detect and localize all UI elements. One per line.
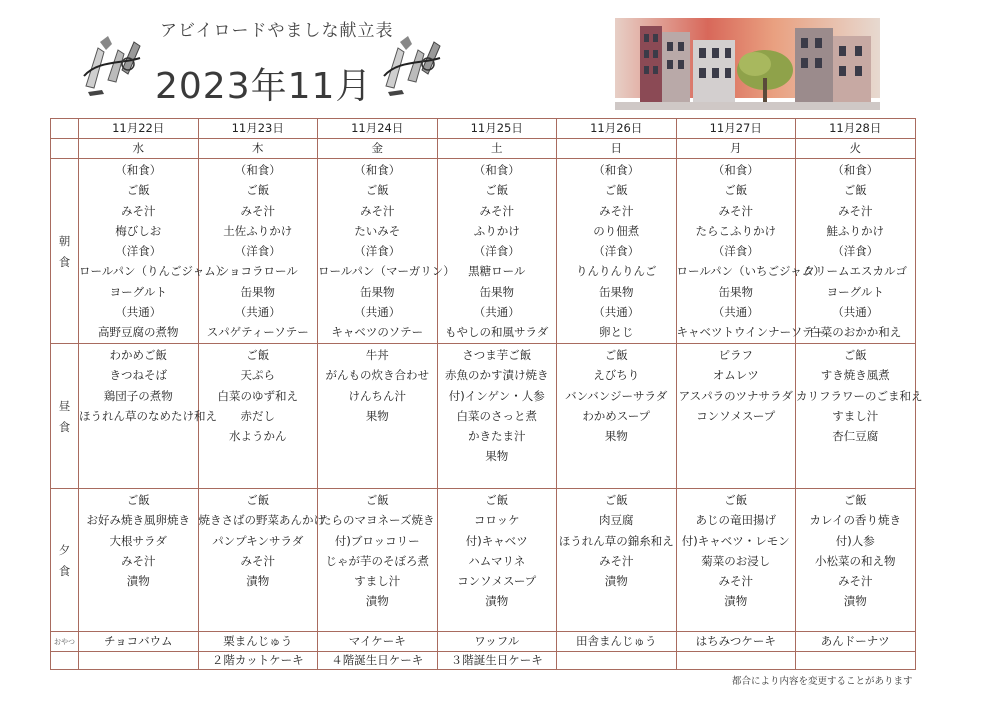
menu-item: ご飯 (843, 493, 867, 507)
breakfast-cell (676, 159, 826, 344)
menu-item: じゃが芋のそぼろ煮 (325, 553, 429, 568)
menu-item: ご飯 (604, 493, 628, 507)
dinner-row (51, 489, 916, 632)
menu-item: （和食） (115, 163, 162, 177)
menu-item: （和食） (712, 163, 759, 177)
menu-item: がんもの炊き合わせ (325, 368, 429, 383)
menu-item: たいみそ (354, 223, 401, 238)
menu-item: すまし汁 (354, 574, 401, 589)
menu-item: バンバンジーサラダ (565, 388, 668, 403)
extra-row (51, 652, 916, 670)
menu-item: みそ汁 (599, 553, 634, 568)
breakfast-label-char: 朝 (58, 234, 71, 249)
menu-item: （共通） (712, 305, 759, 320)
menu-item: もやしの和風サラダ (445, 325, 549, 340)
menu-item: 漬物 (724, 594, 748, 609)
menu-item: 缶果物 (599, 284, 634, 299)
menu-item: りんりんりんご (576, 264, 657, 279)
menu-item: 杏仁豆腐 (832, 429, 879, 444)
extra-cell (676, 652, 796, 670)
menu-item: 白菜のゆず和え (217, 388, 298, 403)
menu-item: 漬物 (843, 594, 867, 609)
menu-item: 漬物 (126, 574, 150, 589)
menu-item: 白菜のさっと煮 (456, 408, 537, 423)
menu-item: コロッケ (473, 513, 520, 528)
breakfast-row (51, 159, 916, 344)
lunch-label-char: 食 (58, 419, 71, 434)
menu-item: たらのマヨネーズ焼き (320, 513, 435, 528)
dinner-cell (796, 489, 916, 632)
menu-item: 缶果物 (360, 284, 395, 299)
breakfast-cell (79, 159, 228, 344)
dinner-label-char: 夕 (58, 543, 71, 558)
snack-cell: はちみつケーキ (676, 632, 796, 652)
menu-item: 漬物 (604, 574, 628, 589)
menu-item: みそ汁 (121, 203, 156, 218)
weekday-cell: 火 (796, 139, 916, 159)
date-row (51, 119, 916, 139)
menu-item: （和食） (832, 163, 879, 177)
menu-item: 天ぷら (240, 368, 275, 383)
extra-cell (796, 652, 916, 670)
menu-item: 肉豆腐 (599, 513, 634, 528)
menu-item: ご飯 (126, 183, 150, 198)
corner-cell (51, 652, 79, 670)
lunch-row (51, 344, 916, 489)
menu-item: （和食） (473, 163, 520, 177)
extra-cell (79, 652, 199, 670)
menu-item: たらこふりかけ (695, 223, 776, 238)
menu-item: えびちり (593, 368, 640, 383)
menu-item: （共通） (234, 305, 281, 320)
lunch-cell (557, 344, 677, 489)
menu-item: 缶果物 (479, 284, 514, 299)
breakfast-cell (318, 159, 455, 344)
menu-item: ほうれん草の錦糸和え (558, 533, 674, 548)
menu-item: 卵とじ (599, 325, 634, 340)
footnote: 都合により内容を変更することがあります (732, 676, 913, 687)
menu-item: みそ汁 (240, 553, 275, 568)
menu-item: ご飯 (724, 493, 748, 507)
menu-item: わかめご飯 (109, 348, 167, 362)
menu-item: 缶果物 (240, 284, 275, 299)
menu-item: ハムマリネ (468, 553, 526, 568)
breakfast-cell (437, 159, 557, 344)
menu-item: 焼きさばの野菜あんかけ (198, 513, 325, 528)
snack-cell: 栗まんじゅう (198, 632, 318, 652)
menu-item: ご飯 (724, 183, 748, 198)
menu-item: 漬物 (485, 594, 509, 609)
extra-cell: ２階カットケーキ (198, 652, 318, 670)
menu-item: オムレツ (712, 368, 759, 383)
lunch-cell (437, 344, 557, 489)
menu-item: ご飯 (365, 493, 389, 507)
menu-item: 赤だし (240, 408, 275, 423)
menu-item: 果物 (604, 429, 628, 444)
lunch-cell (796, 344, 923, 489)
menu-item: 高野豆腐の煮物 (98, 325, 179, 340)
menu-item: コンソメスープ (457, 574, 537, 589)
menu-item: 付)キャベツ (465, 533, 528, 548)
menu-item: ご飯 (246, 493, 270, 507)
menu-item: ご飯 (604, 183, 628, 198)
weekday-cell: 土 (437, 139, 557, 159)
weekday-row (51, 139, 916, 159)
menu-table (50, 118, 923, 670)
menu-item: （洋食） (832, 244, 879, 259)
menu-item: のり佃煮 (593, 223, 640, 238)
menu-item: ほうれん草のなめたけ和え (79, 408, 217, 423)
date-cell: 11月23日 (198, 119, 318, 139)
menu-item: 缶果物 (718, 284, 753, 299)
menu-item: あじの竜田揚げ (695, 513, 776, 528)
snack-row (51, 632, 916, 652)
dinner-cell (676, 489, 796, 632)
extra-cell: ４階誕生日ケーキ (318, 652, 438, 670)
menu-item: すき焼き風煮 (820, 368, 890, 383)
weekday-cell: 月 (676, 139, 796, 159)
lunch-label (51, 344, 79, 489)
dinner-cell (79, 489, 199, 632)
menu-item: 水ようかん (229, 429, 287, 444)
menu-item: ご飯 (843, 183, 867, 198)
menu-item: 黒糖ロール (468, 264, 526, 279)
snack-cell: マイケーキ (318, 632, 438, 652)
date-cell: 11月25日 (437, 119, 557, 139)
menu-item: （和食） (354, 163, 401, 177)
menu-item: ご飯 (604, 348, 628, 362)
menu-item: 果物 (365, 408, 389, 423)
menu-item: ロールパン（いちごジャム） (676, 264, 825, 279)
menu-item: 漬物 (246, 574, 270, 589)
menu-item: 鶏団子の煮物 (103, 388, 173, 403)
dinner-cell (318, 489, 438, 632)
extra-cell: ３階誕生日ケーキ (437, 652, 557, 670)
menu-item: （共通） (115, 305, 162, 320)
menu-item: カレイの香り焼き (809, 513, 901, 528)
breakfast-cell (796, 159, 916, 344)
menu-item: ヨーグルト (826, 284, 884, 299)
lunch-cell (79, 344, 217, 489)
menu-item: ご飯 (246, 348, 270, 362)
menu-item: わかめスープ (582, 408, 651, 423)
menu-item: 菊菜のお浸し (701, 553, 771, 568)
menu-item: みそ汁 (360, 203, 395, 218)
weekday-cell: 木 (198, 139, 318, 159)
menu-item: アスパラのツナサラダ (678, 388, 793, 403)
breakfast-cell (557, 159, 677, 344)
menu-item: 大根サラダ (109, 533, 167, 548)
menu-subtitle: アビイロードやましな献立表 (160, 21, 394, 41)
townhouses-illustration-icon (615, 18, 880, 110)
menu-item: 付)ブロッコリー (334, 533, 420, 548)
menu-item: クリームエスカルゴ (803, 264, 907, 279)
menu-item: ご飯 (365, 183, 389, 198)
menu-item: 梅びしお (115, 223, 162, 238)
menu-item: きつねそば (109, 368, 167, 383)
menu-item: ご飯 (246, 183, 270, 198)
menu-item: 牛丼 (365, 348, 389, 362)
snack-label: おやつ (51, 632, 79, 652)
menu-item: ご飯 (485, 493, 509, 507)
dinner-label-char: 食 (58, 563, 71, 578)
breakfast-label-char: 食 (58, 254, 71, 269)
menu-item: （和食） (234, 163, 281, 177)
menu-item: 白菜のおかか和え (809, 325, 902, 340)
menu-item: みそ汁 (838, 203, 873, 218)
abbey-road-logo-icon (78, 30, 148, 98)
menu-item: かきたま汁 (468, 429, 526, 444)
menu-item: みそ汁 (240, 203, 275, 218)
menu-item: カリフラワーのごま和え (796, 388, 923, 403)
menu-item: みそ汁 (599, 203, 634, 218)
snack-cell: チョコバウム (79, 632, 199, 652)
date-cell: 11月27日 (676, 119, 796, 139)
weekday-cell: 金 (318, 139, 438, 159)
menu-item: （洋食） (234, 244, 281, 259)
menu-item: 付)キャベツ・レモン (681, 533, 790, 548)
weekday-cell: 日 (557, 139, 677, 159)
menu-item: スパゲティーソテー (206, 325, 309, 340)
date-cell: 11月24日 (318, 119, 438, 139)
date-cell: 11月28日 (796, 119, 916, 139)
menu-item: ロールパン（マーガリン） (318, 264, 455, 279)
menu-item: みそ汁 (479, 203, 514, 218)
menu-item: ふりかけ (473, 223, 520, 238)
extra-cell (557, 652, 677, 670)
lunch-cell (676, 344, 796, 489)
lunch-label-char: 昼 (58, 399, 71, 414)
dinner-cell (198, 489, 325, 632)
corner-cell (51, 139, 79, 159)
menu-title: 2023年11月 (155, 66, 373, 107)
menu-item: けんちん汁 (348, 388, 406, 403)
menu-item: みそ汁 (121, 553, 156, 568)
menu-item: （共通） (354, 305, 401, 320)
date-cell: 11月22日 (79, 119, 199, 139)
dinner-cell (437, 489, 557, 632)
menu-item: すまし汁 (832, 408, 879, 423)
weekday-cell: 水 (79, 139, 199, 159)
menu-item: 小松菜の和え物 (815, 553, 896, 568)
menu-item: 付)人参 (835, 533, 875, 548)
menu-item: ヨーグルト (109, 284, 167, 299)
menu-item: パンプキンサラダ (212, 533, 304, 548)
menu-item: ロールパン（りんごジャム） (79, 264, 228, 279)
menu-item: （洋食） (712, 244, 759, 259)
menu-item: コンソメスープ (696, 408, 776, 423)
snack-cell: あんドーナツ (796, 632, 916, 652)
snack-cell: ワッフル (437, 632, 557, 652)
menu-item: （洋食） (115, 244, 162, 259)
menu-item: 赤魚のかす漬け焼き (445, 368, 549, 383)
menu-item: ショコラロール (217, 264, 298, 279)
menu-item: ピラフ (718, 348, 753, 362)
breakfast-label (51, 159, 79, 344)
menu-item: （洋食） (593, 244, 640, 259)
menu-item: 漬物 (365, 594, 389, 609)
menu-item: みそ汁 (718, 203, 753, 218)
menu-item: みそ汁 (718, 574, 753, 589)
corner-cell (51, 119, 79, 139)
menu-item: ご飯 (126, 493, 150, 507)
menu-item: （和食） (593, 163, 640, 177)
menu-item: ご飯 (485, 183, 509, 198)
lunch-cell (318, 344, 438, 489)
menu-item: （洋食） (473, 244, 520, 259)
menu-item: 土佐ふりかけ (223, 223, 293, 238)
menu-item: キャベツトウインナーソテー (676, 325, 826, 340)
menu-item: 果物 (485, 449, 509, 464)
menu-item: （共通） (832, 305, 879, 320)
abbey-road-logo-icon (378, 30, 448, 98)
dinner-cell (557, 489, 677, 632)
menu-item: 鮭ふりかけ (826, 223, 884, 238)
breakfast-cell (198, 159, 318, 344)
date-cell: 11月26日 (557, 119, 677, 139)
menu-item: キャベツのソテー (331, 325, 424, 340)
menu-item: ご飯 (843, 348, 867, 362)
menu-item: お好み焼き風卵焼き (86, 513, 190, 528)
menu-item: （共通） (473, 305, 520, 320)
menu-item: （洋食） (354, 244, 401, 259)
dinner-label (51, 489, 79, 632)
menu-item: 付)インゲン・人参 (448, 388, 545, 403)
menu-item: さつま芋ご飯 (462, 348, 532, 362)
snack-cell: 田舎まんじゅう (557, 632, 677, 652)
menu-item: （共通） (593, 305, 640, 320)
menu-item: みそ汁 (838, 574, 873, 589)
